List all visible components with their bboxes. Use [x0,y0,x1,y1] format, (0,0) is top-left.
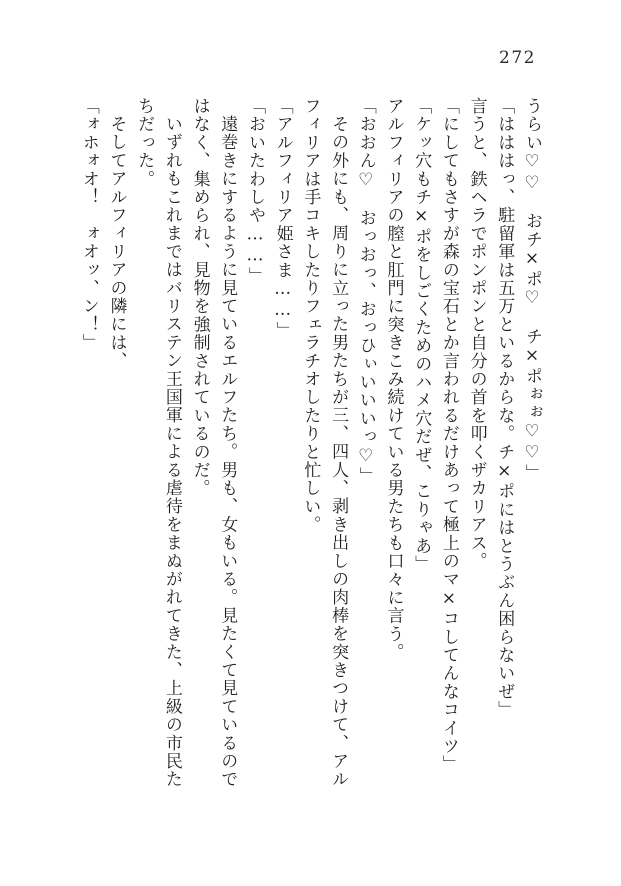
text-column: うらい♡♡ おチ×ポ♡ チ×ポぉぉ♡♡」 [522,97,542,482]
text-column: 「おいたわしや……」 [244,97,265,285]
text-column: フィリアは手コキしたりフェラチオしたりと忙しい。 [300,97,321,534]
page-number: 272 [499,48,536,68]
text-column: その外にも、周りに立った男たちが三、四人、剥き出しの肉棒を突きつけて、アル [328,115,349,789]
text-column: 言うと、鉄ヘラでポンポンと自分の首を叩くザカリアス。 [466,97,487,571]
text-column: アルフィリアの膣と肛門に突きこみ続けている男たちも口々に言う。 [383,97,404,662]
text-column: いずれもこれまではバリステン王国軍による虐待をまぬがれてきた、上級の市民た [161,115,182,789]
text-column: はなく、集められ、見物を強制されているのだ。 [189,97,210,498]
vertical-text-block [74,97,545,803]
text-column: 遠巻きにするように見ているエルフたち。男も、女もいる。見たくて見ているので [217,115,238,789]
text-column: 「おおん♡ おっおっ、おっひぃいいいっ♡」 [355,97,376,486]
text-column: 「ォホォオ！ ォオッ、ン！」 [78,97,99,352]
text-column: 「にしてもさすが森の宝石とか言われるだけあって極上のマ×コしてんなコイツ」 [438,97,459,774]
text-column: 「アルフィリア姫さま……」 [272,97,293,340]
text-column: そしてアルフィリアの隣には、 [106,115,127,370]
text-column: 「ケッ穴もチ×ポをしごくためのハメ穴だぜ、こりゃあ」 [411,97,432,574]
text-column: ちだった。 [134,97,155,188]
text-column: 「はははっ、駐留軍は五万といるからな。チ×ポにはとうぶん困らないぜ」 [494,97,515,719]
